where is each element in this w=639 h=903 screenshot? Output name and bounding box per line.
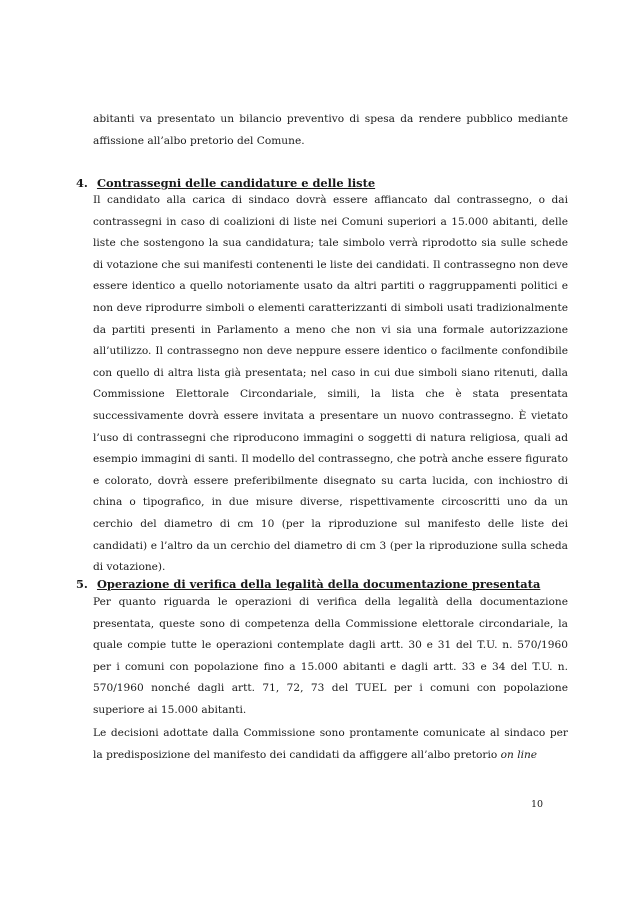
section-5-online-text: on line — [500, 748, 538, 761]
section-4-body: Il candidato alla carica di sindaco dovrà essere affiancato dal contrassegno, o dai contrassegni in caso di coalizioni di liste nei Comuni superiori a 15.000 abitanti, delle liste che sostengono la sua candidatura; tale simbolo verrà riprodotto sia sulle schede di votazione che sui manifesti contenenti le liste dei candidati. Il contrassegno non deve essere identico a quello notoriamente usato da altri partiti o raggruppamenti politici e non deve riprodurre simboli o elementi caratterizzanti di simboli usati tradizionalmente da partiti presenti in Parlamento a meno che non vi sia una formale autorizzazione all’utilizzo. Il contrassegno non deve neppure essere identico o facilmente confondibile con quello di altra lista già presentata; nel caso in cui due simboli siano ritenuti, dalla Commissione Elettorale Circondariale, simili, la lista che è stata presentata successivamente dovrà essere invitata a presentare un nuovo contrassegno. È vietato l’uso di contrassegni che riproducono immagini o soggetti di natura religiosa, quali ad esempio immagini di santi. Il modello del contrassegno, che potrà anche essere figurato e colorato, dovrà essere preferibilmente disegnato su carta lucida, con inchiostro di china o tipografico, in due misure diverse, rispettivamente circoscritti uno da un cerchio del diametro di cm 10 (per la riproduzione sul manifesto delle liste dei candidati) e l’altro da un cerchio del diametro di cm 3 (per la riproduzione sulla scheda di votazione). — [93, 194, 568, 574]
section-4-number: 4. — [76, 176, 88, 190]
section-4-title: Contrassegni delle candidature e delle liste — [96, 176, 376, 190]
section-5-body-2-text: Le decisioni adottate dalla Commissione sono prontamente comunicate al sindaco per la predisposizione del manifesto dei candidati da affiggere all’albo pretorio — [93, 727, 568, 761]
section-5-number: 5. — [76, 577, 88, 591]
section-5-body-1: Per quanto riguarda le operazioni di verifica della legalità della documentazione presentata, queste sono di competenza della Commissione elettorale circondariale, la quale compie tutte le operazioni contemplate dagli artt. 30 e 31 del T.U. n. 570/1960 per i comuni con popolazione fino a 15.000 abitanti e dagli artt. 33 e 34 del T.U. n. 570/1960 nonché dagli artt. 71, 72, 73 del TUEL per i comuni con popolazione superiore ai 15.000 abitanti. — [93, 596, 568, 716]
section-5-title: Operazione di verifica della legalità della documentazione presentata — [96, 577, 541, 591]
page-number: 10 — [531, 799, 544, 810]
section-5-body-2 — [93, 723, 568, 766]
section-5-heading — [76, 574, 540, 594]
intro-paragraph: abitanti va presentato un bilancio preventivo di spesa da rendere pubblico mediante affissione all’albo pretorio del Comune. — [93, 113, 568, 147]
